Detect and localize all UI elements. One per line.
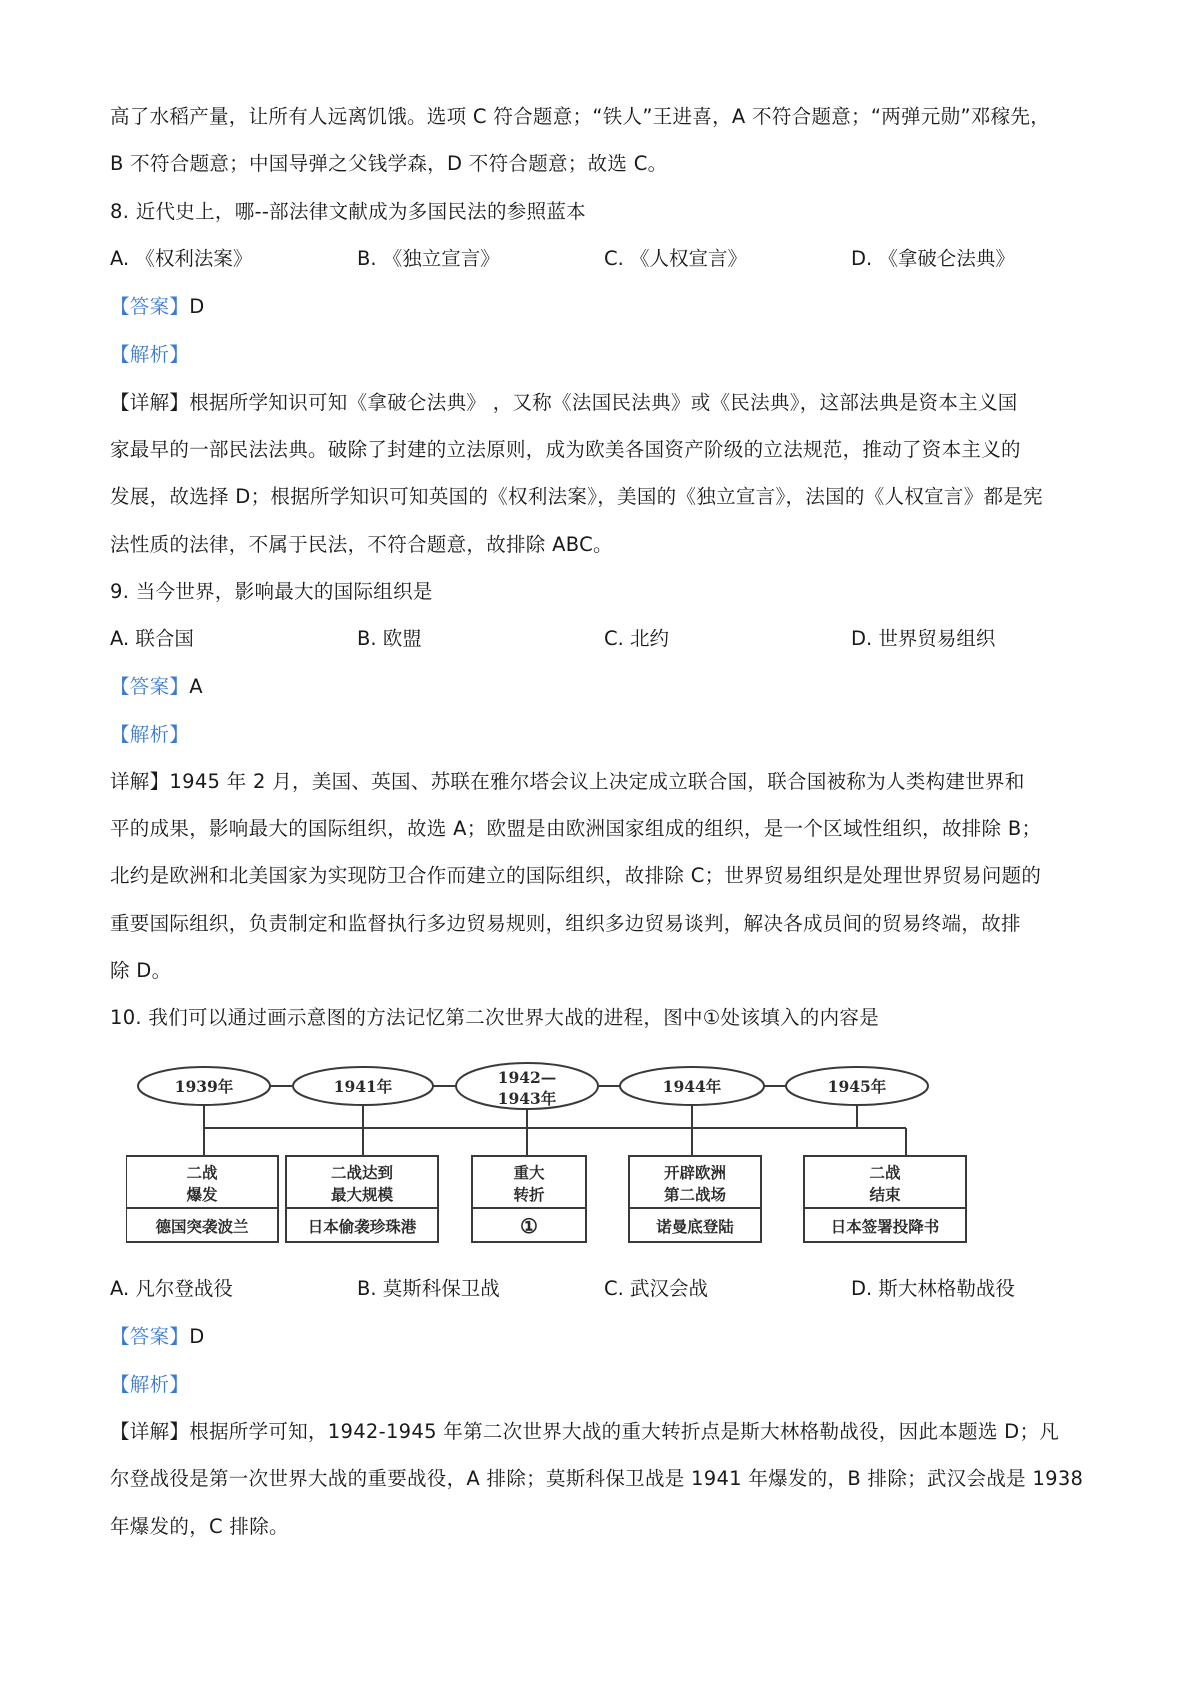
q8-option-c: C. 《人权宣言》 bbox=[604, 247, 748, 270]
year-label: 1945年 bbox=[827, 1077, 887, 1096]
q8-option-d: D. 《拿破仑法典》 bbox=[851, 247, 1015, 270]
box-event: 日本签署投降书 bbox=[830, 1217, 940, 1236]
intro-line-2: B 不符合题意；中国导弹之父钱学森，D 不符合题意；故选 C。 bbox=[110, 152, 668, 175]
box-event: 诺曼底登陆 bbox=[656, 1217, 734, 1236]
q10-stem: 10. 我们可以通过画示意图的方法记忆第二次世界大战的进程，图中①处该填入的内容是 bbox=[110, 1006, 879, 1029]
box-title: 开辟欧洲 bbox=[663, 1163, 727, 1182]
q9-answer bbox=[110, 673, 203, 701]
box-title: 第二战场 bbox=[663, 1185, 727, 1204]
q10-detail-line: 年爆发的，C 排除。 bbox=[110, 1515, 289, 1538]
box-title: 转折 bbox=[513, 1185, 545, 1204]
year-label: 1943年 bbox=[497, 1089, 557, 1108]
q9-analysis-tag: 【解析】 bbox=[110, 723, 190, 746]
intro-line-1: 高了水稻产量，让所有人远离饥饿。选项 C 符合题意；“铁人”王进喜，A 不符合题意；“两弹元勋”邓稼先， bbox=[110, 105, 1051, 128]
q9-option-b: B. 欧盟 bbox=[357, 627, 422, 650]
q8-detail-line: 法性质的法律，不属于民法，不符合题意，故排除 ABC。 bbox=[110, 533, 613, 556]
box-event: 日本偷袭珍珠港 bbox=[307, 1217, 417, 1236]
q9-stem: 9. 当今世界，影响最大的国际组织是 bbox=[110, 580, 433, 603]
q9-option-a: A. 联合国 bbox=[110, 627, 194, 650]
q8-stem: 8. 近代史上，哪--部法律文献成为多国民法的参照蓝本 bbox=[110, 200, 586, 223]
q9-option-c: C. 北约 bbox=[604, 627, 670, 650]
q10-option-c: C. 武汉会战 bbox=[604, 1277, 709, 1300]
q9-detail-line: 详解】1945 年 2 月，美国、英国、苏联在雅尔塔会议上决定成立联合国，联合国被称为人类构建世界和 bbox=[110, 770, 1025, 793]
blank-marker: ① bbox=[520, 1214, 538, 1238]
box-event: 德国突袭波兰 bbox=[155, 1217, 249, 1236]
q8-answer bbox=[110, 293, 205, 321]
box-title: 二战 bbox=[186, 1163, 218, 1182]
q9-option-d: D. 世界贸易组织 bbox=[851, 627, 996, 650]
answer-tag: 【答案】 bbox=[110, 1325, 190, 1348]
answer-value: D bbox=[189, 1325, 205, 1348]
year-label: 1944年 bbox=[662, 1077, 722, 1096]
q10-answer bbox=[110, 1323, 205, 1351]
box-title: 二战 bbox=[869, 1163, 901, 1182]
q8-detail-line: 家最早的一部民法法典。破除了封建的立法原则，成为欧美各国资产阶级的立法规范，推动了资本主义的 bbox=[110, 438, 1021, 461]
q9-detail-line: 北约是欧洲和北美国家为实现防卫合作而建立的国际组织，故排除 C；世界贸易组织是处理世界贸易问题的 bbox=[110, 864, 1042, 887]
q8-option-b: B. 《独立宣言》 bbox=[357, 247, 500, 270]
q9-detail-line: 重要国际组织，负责制定和监督执行多边贸易规则，组织多边贸易谈判，解决各成员间的贸易终端，故排 bbox=[110, 912, 1021, 935]
q8-detail-line: 发展，故选择 D；根据所学知识可知英国的《权利法案》，美国的《独立宣言》，法国的《人权宣言》都是宪 bbox=[110, 485, 1043, 508]
q10-option-d: D. 斯大林格勒战役 bbox=[851, 1277, 1015, 1300]
year-label: 1941年 bbox=[333, 1077, 393, 1096]
q10-analysis-tag: 【解析】 bbox=[110, 1373, 190, 1396]
year-label: 1942— bbox=[497, 1068, 557, 1087]
q9-detail-line: 除 D。 bbox=[110, 959, 172, 982]
box-title: 重大 bbox=[513, 1163, 545, 1182]
year-label: 1939年 bbox=[174, 1077, 234, 1096]
q10-option-a: A. 凡尔登战役 bbox=[110, 1277, 233, 1300]
answer-tag: 【答案】 bbox=[110, 295, 190, 318]
answer-tag: 【答案】 bbox=[110, 675, 190, 698]
q10-detail-line: 尔登战役是第一次世界大战的重要战役，A 排除；莫斯科保卫战是 1941 年爆发的，B 排除；武汉会战是 1938 bbox=[110, 1467, 1084, 1490]
box-title: 爆发 bbox=[186, 1185, 218, 1204]
box-title: 二战达到 bbox=[330, 1163, 394, 1182]
wwii-timeline-diagram bbox=[126, 1062, 970, 1244]
q8-analysis-tag: 【解析】 bbox=[110, 343, 190, 366]
q10-detail-line: 【详解】根据所学可知，1942-1945 年第二次世界大战的重大转折点是斯大林格勒战役，因此本题选 D；凡 bbox=[110, 1420, 1060, 1443]
q8-detail-line: 【详解】根据所学知识可知《拿破仑法典》 ，又称《法国民法典》或《民法典》，这部法典是资本主义国 bbox=[110, 391, 1018, 414]
q8-option-a: A. 《权利法案》 bbox=[110, 247, 253, 270]
answer-value: A bbox=[189, 675, 203, 698]
box-title: 结束 bbox=[869, 1185, 901, 1204]
answer-value: D bbox=[189, 295, 205, 318]
q10-option-b: B. 莫斯科保卫战 bbox=[357, 1277, 500, 1300]
box-title: 最大规模 bbox=[330, 1185, 394, 1204]
q9-detail-line: 平的成果，影响最大的国际组织，故选 A；欧盟是由欧洲国家组成的组织，是一个区域性组织，故排除 B； bbox=[110, 817, 1042, 840]
